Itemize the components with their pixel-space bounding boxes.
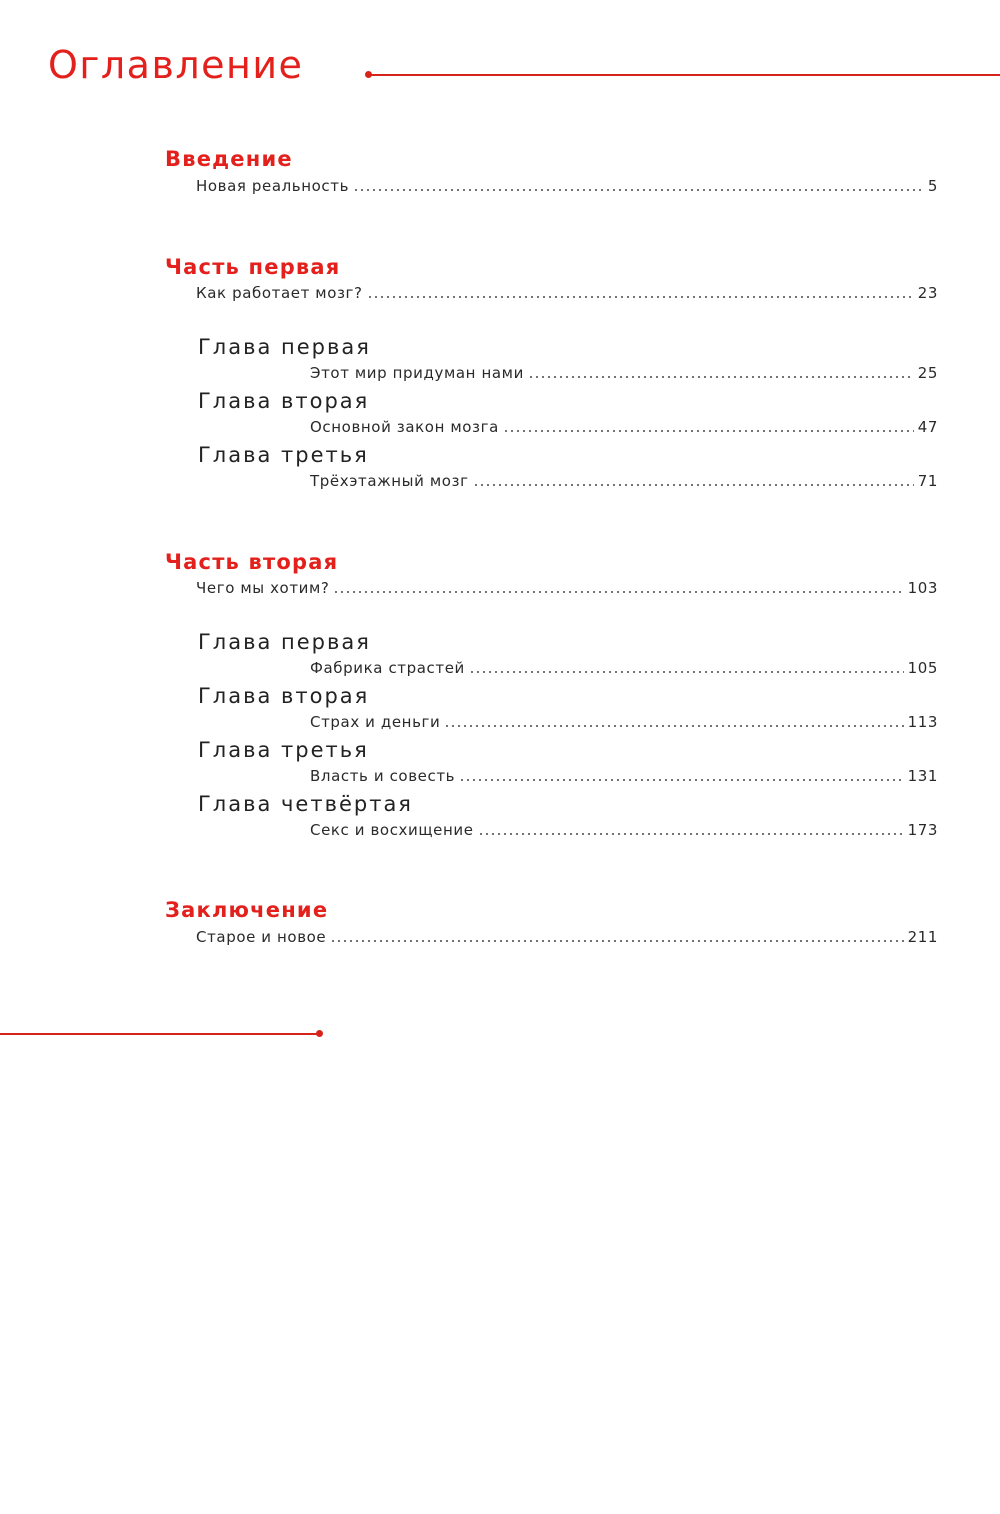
toc-entry-conclusion[interactable] bbox=[196, 930, 938, 945]
entry-label: Страх и деньги bbox=[310, 713, 441, 731]
dot-leader bbox=[469, 671, 904, 673]
entry-page-number: 103 bbox=[907, 579, 938, 597]
entry-page-number: 211 bbox=[907, 928, 938, 946]
entry-label: Старое и новое bbox=[196, 928, 327, 946]
toc-entry-chapter[interactable] bbox=[310, 474, 938, 489]
toc-entry-chapter[interactable] bbox=[310, 823, 938, 838]
chapter-heading: Глава первая bbox=[198, 335, 371, 359]
toc-entry-chapter[interactable] bbox=[310, 366, 938, 381]
toc-entry-part1[interactable] bbox=[196, 286, 938, 301]
entry-page-number: 173 bbox=[907, 821, 938, 839]
toc-entry-part2[interactable] bbox=[196, 581, 938, 596]
entry-label: Чего мы хотим? bbox=[196, 579, 330, 597]
entry-page-number: 5 bbox=[927, 177, 938, 195]
toc-entry-chapter[interactable] bbox=[310, 661, 938, 676]
dot-leader bbox=[330, 940, 903, 942]
entry-label: Новая реальность bbox=[196, 177, 350, 195]
entry-page-number: 131 bbox=[907, 767, 938, 785]
page-title: Оглавление bbox=[48, 43, 304, 87]
chapter-heading: Глава первая bbox=[198, 630, 371, 654]
dot-leader bbox=[473, 484, 914, 486]
section-heading-conclusion: Заключение bbox=[165, 898, 329, 922]
dot-leader bbox=[528, 376, 914, 378]
entry-label: Основной закон мозга bbox=[310, 418, 499, 436]
dot-leader bbox=[459, 779, 903, 781]
entry-page-number: 113 bbox=[907, 713, 938, 731]
entry-page-number: 47 bbox=[917, 418, 938, 436]
chapter-heading: Глава вторая bbox=[198, 389, 370, 413]
entry-label: Как работает мозг? bbox=[196, 284, 363, 302]
entry-label: Этот мир придуман нами bbox=[310, 364, 524, 382]
toc-entry-chapter[interactable] bbox=[310, 420, 938, 435]
chapter-heading: Глава четвёртая bbox=[198, 792, 413, 816]
dot-leader bbox=[333, 591, 903, 593]
dot-leader bbox=[478, 833, 904, 835]
toc-entry-chapter[interactable] bbox=[310, 769, 938, 784]
dot-leader bbox=[444, 725, 903, 727]
section-heading-part1: Часть первая bbox=[165, 255, 341, 279]
dot-leader bbox=[503, 430, 914, 432]
bottom-divider-dot bbox=[316, 1030, 323, 1037]
entry-label: Секс и восхищение bbox=[310, 821, 474, 839]
entry-page-number: 25 bbox=[917, 364, 938, 382]
dot-leader bbox=[353, 189, 924, 191]
top-divider bbox=[370, 74, 1000, 76]
toc-entry-chapter[interactable] bbox=[310, 715, 938, 730]
chapter-heading: Глава третья bbox=[198, 443, 369, 467]
entry-page-number: 105 bbox=[907, 659, 938, 677]
section-heading-part2: Часть вторая bbox=[165, 550, 339, 574]
entry-page-number: 71 bbox=[917, 472, 938, 490]
entry-page-number: 23 bbox=[917, 284, 938, 302]
top-divider-dot bbox=[365, 71, 372, 78]
dot-leader bbox=[367, 296, 914, 298]
chapter-heading: Глава третья bbox=[198, 738, 369, 762]
entry-label: Власть и совесть bbox=[310, 767, 456, 785]
chapter-heading: Глава вторая bbox=[198, 684, 370, 708]
entry-label: Фабрика страстей bbox=[310, 659, 465, 677]
entry-label: Трёхэтажный мозг bbox=[310, 472, 469, 490]
section-heading-intro: Введение bbox=[165, 147, 293, 171]
toc-entry-intro[interactable] bbox=[196, 179, 938, 194]
bottom-divider bbox=[0, 1033, 318, 1035]
